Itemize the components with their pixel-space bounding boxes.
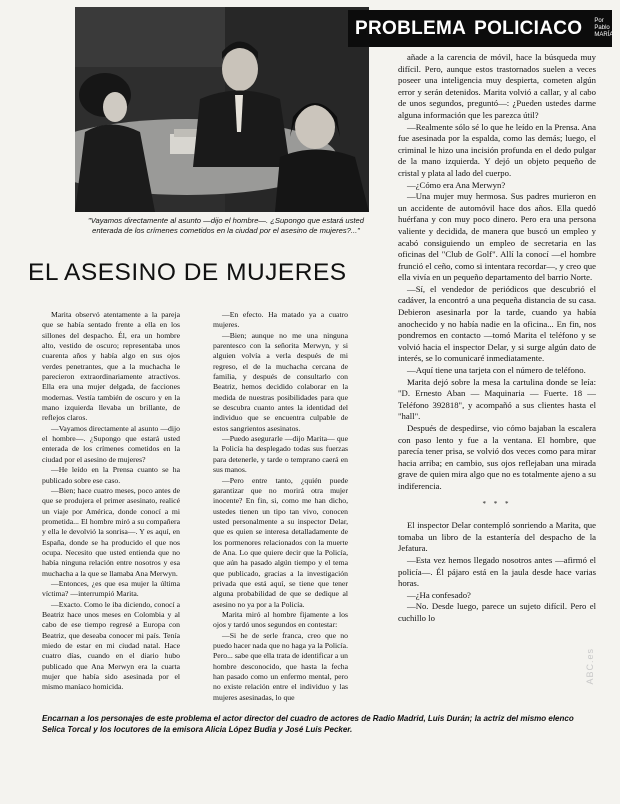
text-column-3 — [398, 52, 596, 625]
paragraph: —Puedo asegurarle —dijo Marita— que la Policía ha desplegado todas sus fuerzas para detenerle, y tarde o temprano caerá en sus manos. — [213, 434, 348, 475]
publisher-watermark: ABC.es — [585, 648, 595, 685]
paragraph: —Entonces, ¿es que esa mujer la última víctima? —interrumpió Marita. — [42, 578, 180, 599]
paragraph: El inspector Delar contempló sonriendo a Marita, que tomaba un libro de la estantería del despacho de la Jefatura. — [398, 520, 596, 554]
paragraph: —Esta vez hemos llegado nosotros antes —afirmó el policía—. Él pájaro está en la jaula desde hace varias horas. — [398, 554, 596, 589]
paragraph: —He leído en la Prensa cuanto se ha publicado sobre ese caso. — [42, 465, 180, 485]
text-column-2 — [213, 310, 348, 703]
paragraph: —Sí, el vendedor de periódicos que descubrió el cadáver, la encontró a una pequeña distancia de su casa. Debieron asesinarla por la tarde, cuando ya había anochecido y no había nadie en la oficina... En fin, nos pondremos en contacto —tomó Marita el teléfono y se volvió hacia el inspector Delar, y si surge algún dato de interés, se lo comunicaré inmediatamente. — [398, 283, 596, 364]
photo-illustration — [75, 7, 369, 212]
paragraph: —Si he de serle franca, creo que no puedo hacer nada que no haga ya la Policía. Pero... sabe que ella trata de identificar a un hombre desconocido, que hasta la fecha han pasado como un enfermo mental, pero no existe relación entre el individuo y las mujeres asesinadas, lo que — [213, 630, 348, 702]
article-photo — [75, 7, 369, 212]
paragraph: Después de despedirse, vio cómo bajaban la escalera con paso lento y fue a la ventana. El hombre, que parecía tener prisa, se volvió dos veces como para mirar hacia arriba; en cambio, sus ojos reflejaban una mirada grave de quien mira algo que no es totalmente ajeno a su indiferencia. — [398, 423, 596, 491]
paragraph: Marita miró al hombre fijamente a los ojos y tardó unos segundos en contestar: — [213, 609, 348, 630]
paragraph: —No. Desde luego, parece un sujeto difícil. Pero el cuchillo lo — [398, 601, 596, 623]
paragraph: Marita dejó sobre la mesa la cartulina donde se leía: "D. Ernesto Aban — Maquinaria — Fuerte. 18 — Teléfono 392818", y acompañó a sus clientes hasta el "hall". — [398, 376, 596, 422]
paragraph: —Una mujer muy hermosa. Sus padres murieron en un accidente de automóvil hace dos años. Ella quedó huérfana y con muy poco dinero. Pero era una persona valiente y decidida, de manera que buscó un empleo y acabó consiguiendo un empleo de secretaria en las oficinas del "Club de Golf". Allí la conocí —el hombre frunció el ceño, como si intentara recordar—, y creo que ella vivía en un pequeño departamento del barrio Norte. — [398, 191, 596, 283]
byline-name: Pablo MARÍA — [594, 25, 614, 38]
paragraph: —Realmente sólo sé lo que he leído en la Prensa. Ana fue asesinada por la espalda, como las demás; luego, el criminal le hizo una incisión profunda en el dedo pulgar de la mano izquierda. Y dejó un objeto pequeño de cristal y plata al lado del cuerpo. — [398, 121, 596, 178]
paragraph: —En efecto. Ha matado ya a cuatro mujeres. — [213, 310, 348, 330]
paragraph: —Exacto. Como le iba diciendo, conocí a Beatriz hace unos meses en Colombia y al cabo de ese tiempo regresé a Europa con Beatriz, que deseaba conocer mi país. Tenía miedo de estar en mi ciudad natal. Hace cuatro días, cuando en el diario hubo publicado que Ana Merwyn era la cuarta mujer que había sido asesinada por el mismo maníaco homicida. — [42, 599, 180, 692]
paragraph: —Bien; aunque no me una ninguna parentesco con la señorita Merwyn, y si alguien volvía a verla después de mi regreso, el de la muchacha cercana de familia, y después de consultarlo con Beatriz, hemos decidido colaborar en la medida de nuestras posibilidades para que se descubra cuanto antes la identidad del individuo que se encuentra culpable de estos sangrientos asesinatos. — [213, 330, 348, 433]
photo-caption: "Vayamos directamente al asunto —dijo el hombre—. ¿Supongo que estará usted enterada de los crímenes cometidos en la ciudad por el asesino de mujeres?..." — [88, 216, 364, 235]
paragraph: Marita observó atentamente a la pareja que se había sentado frente a ella en los sillones del despacho. Él, era un hombre alto, vestido de oscuro; representaba unos cuarenta años y había algo en sus ojos verdes penetrantes, que a la muchacha le parecieron extraordinariamente atractivos. Ella era una mujer delgada, de facciones modernas. Vestía también de oscuro y en la mano izquierda llevaba un brillante, de reflejos claros. — [42, 310, 180, 423]
paragraph: —¿Ha confesado? — [407, 589, 471, 600]
text-column-1 — [42, 310, 180, 693]
banner-title-right: POLICIACO — [474, 17, 583, 39]
paragraph: añade a la carencia de móvil, hace la búsqueda muy difícil. Pero, aunque estos trastornados suelen a veces poseer una inteligencia muy despierta, cometen algún error y serán detenidos. Marita volvió a callar, y al cabo de unos segundos, preguntó—: ¿Pueden ustedes darme alguna información que les parezca útil? — [398, 52, 596, 120]
paragraph: —¿Cómo era Ana Merwyn? — [407, 179, 506, 190]
paragraph: —Pero entre tanto, ¿quién puede garantizar que no morirá otra mujer inocente? En fin, si, como me han dicho, ustedes tienen un tipo tan vivo, conocen usted personalmente a su inspector Delar, que es quien se interesa detalladamente de los pormenores relacionados con la muerte de Ana. Lo que quiere decir que la Policía, que aún ha pasado algún tiempo y el tema que publicado, gracias a la investigación privada que está aquí, se tiene que tener alguna probabilidad de que se dedique al asesino no ya por a la Policía. — [213, 475, 348, 609]
paragraph: —Aquí tiene una tarjeta con el número de teléfono. — [407, 365, 586, 376]
banner-title-left: PROBLEMA — [355, 17, 467, 39]
section-divider-stars: * * * — [482, 499, 512, 508]
cast-credits: Encarnan a los personajes de este problema el actor director del cuadro de actores de Radio Madrid, Luis Durán; la actriz del mismo elenco Selica Torcal y los locutores de la emisora Alicia López Budia y José Luis Pecker. — [42, 714, 574, 734]
byline-prefix: Por — [594, 18, 604, 24]
author-byline — [594, 18, 613, 39]
paragraph: —Bien; hace cuatro meses, poco antes de que se produjera el primer asesinato, realicé un viaje por América, donde conocí a mi prometida... El hombre miró a su compañera y ella le devolvió la sonrisa—. Y es aquí, en España, donde se ha producido el que nos ocupa. Necesito que usted entienda que no había ninguna relación entre nosotros y esa muchacha a la que se llamaba Ana Merwyn. — [42, 485, 180, 578]
paragraph: —Vayamos directamente al asunto —dijo el hombre—. ¿Supongo que estará usted enterada de los crímenes cometidos en la ciudad por el asesino de mujeres? — [42, 423, 180, 464]
section-banner — [348, 10, 612, 47]
article-headline: EL ASESINO DE MUJERES — [28, 259, 347, 286]
